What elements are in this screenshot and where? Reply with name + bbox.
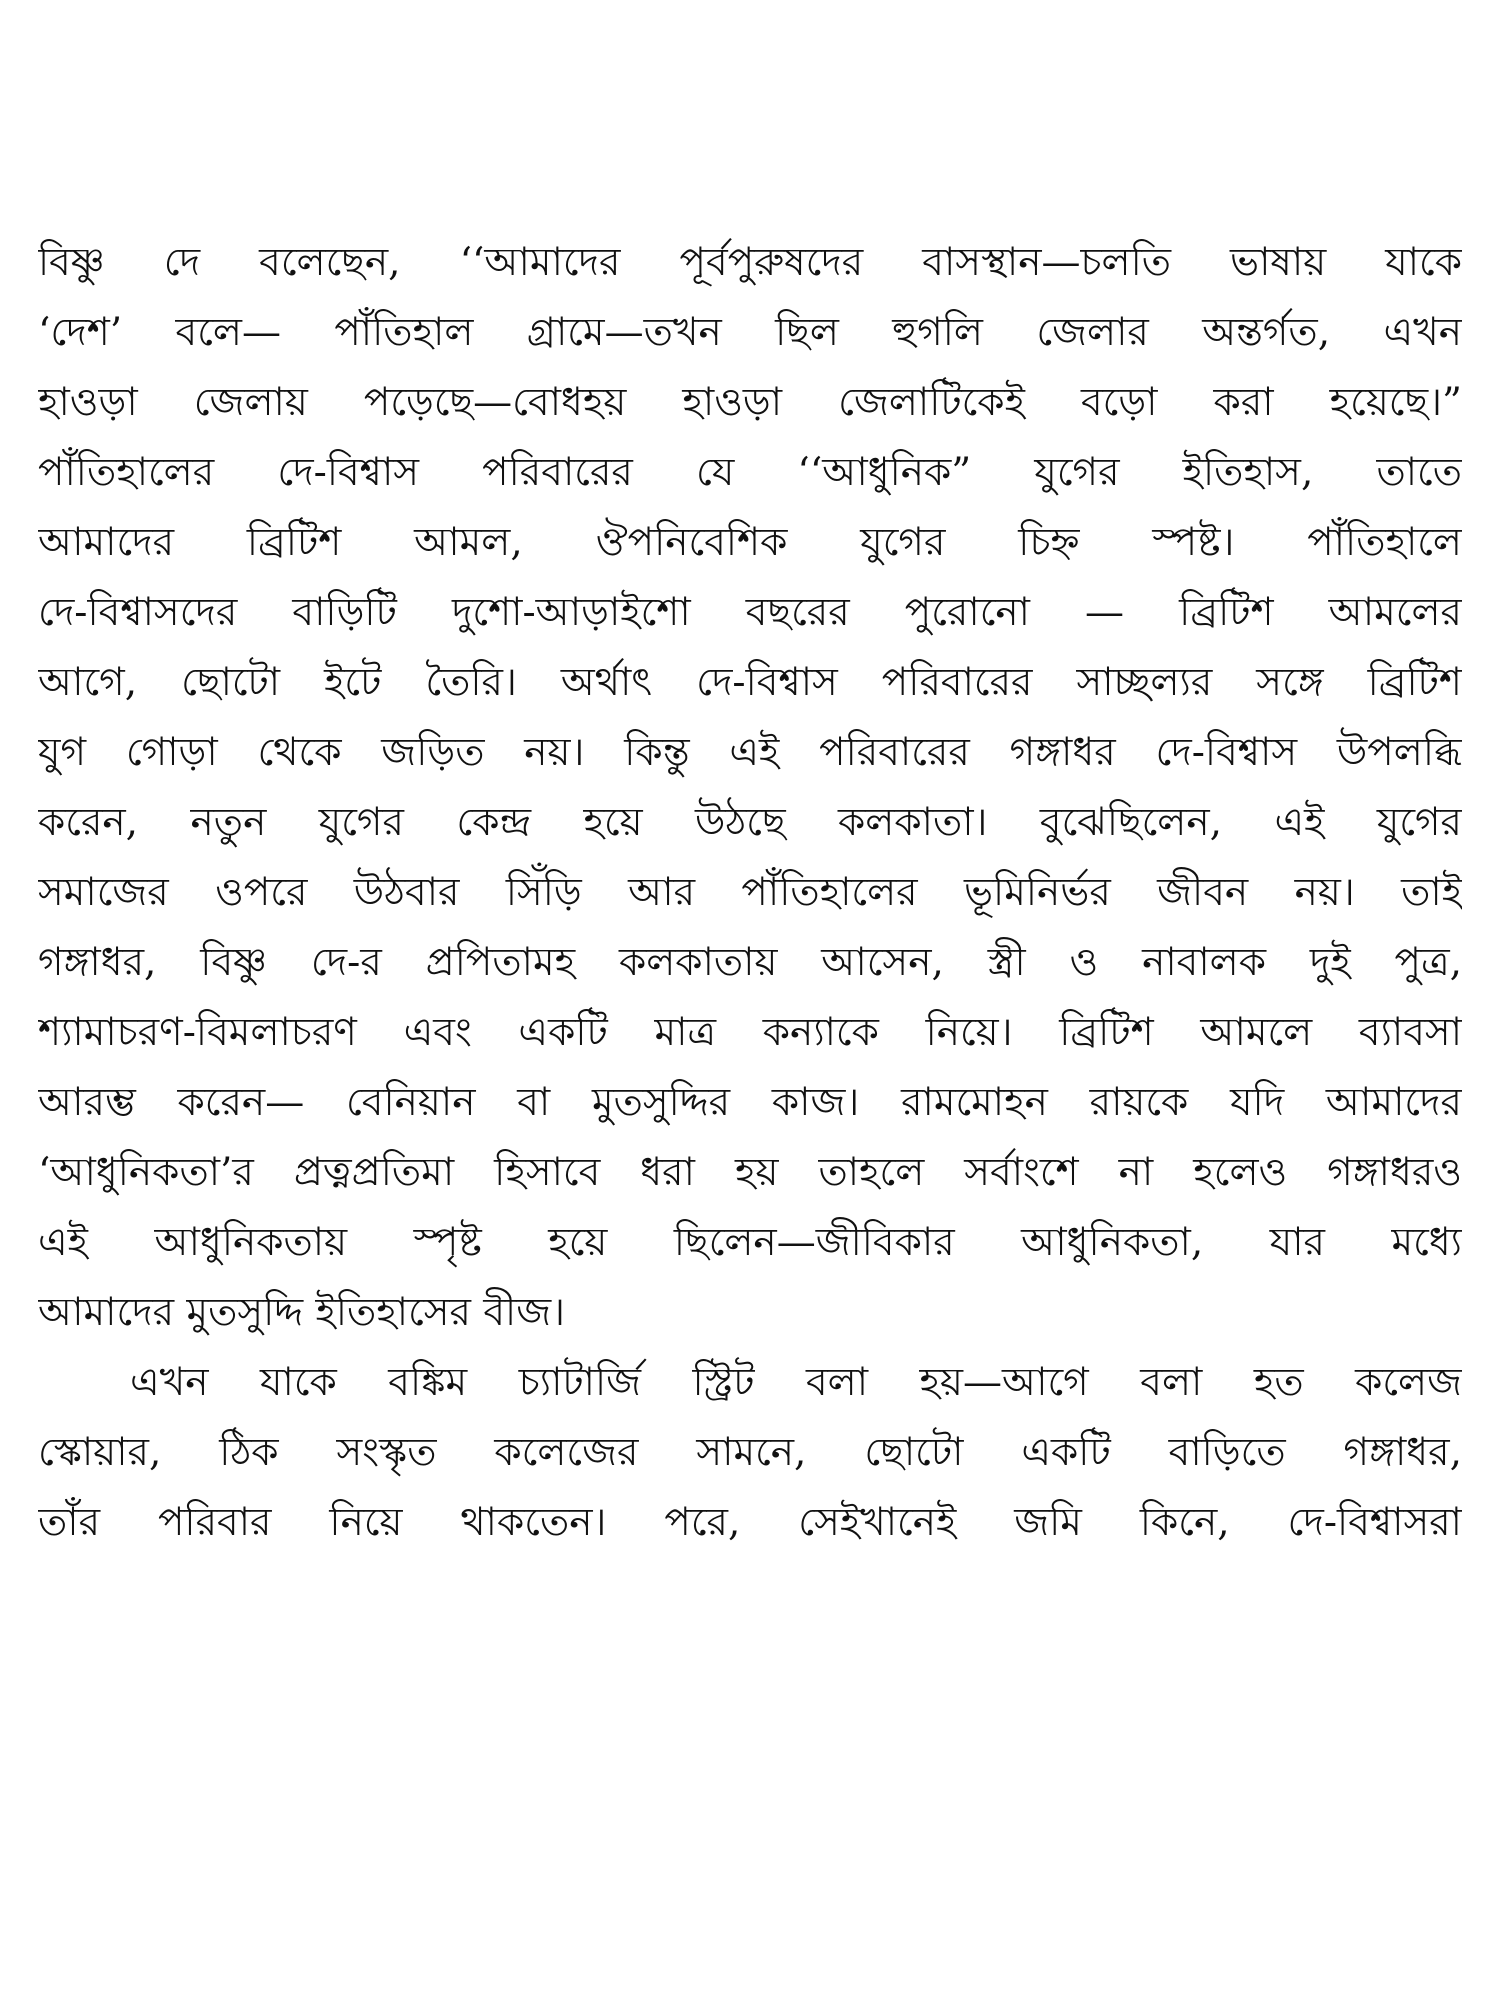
paragraph-last-line: আমাদের মুতসুদ্দি ইতিহাসের বীজ। [38,1290,566,1335]
text-line: করেন, নতুন যুগের কেন্দ্র হয়ে উঠছে কলকাতা। বুঝেছিলেন, এই যুগের [38,800,1462,845]
text-line: তাঁর পরিবার নিয়ে থাকতেন। পরে, সেইখানেই জমি কিনে, দে-বিশ্বাসরা [38,1500,1462,1545]
text-line: আগে, ছোটো ইটে তৈরি। অর্থাৎ দে-বিশ্বাস পরিবারের সাচ্ছল্যর সঙ্গে ব্রিটিশ [38,660,1462,705]
text-line: পাঁতিহালের দে-বিশ্বাস পরিবারের যে ‘‘আধুনিক” যুগের ইতিহাস, তাতে [38,450,1462,495]
text-line: এই আধুনিকতায় স্পৃষ্ট হয়ে ছিলেন—জীবিকার আধুনিকতা, যার মধ্যে [38,1220,1462,1265]
text-line: গঙ্গাধর, বিষ্ণু দে-র প্রপিতামহ কলকাতায় আসেন, স্ত্রী ও নাবালক দুই পুত্র, [38,940,1462,985]
text-line: যুগ গোড়া থেকে জড়িত নয়। কিন্তু এই পরিবারের গঙ্গাধর দে-বিশ্বাস উপলব্ধি [38,730,1462,775]
text-line: দে-বিশ্বাসদের বাড়িটি দুশো-আড়াইশো বছরের পুরোনো — ব্রিটিশ আমলের [38,590,1462,635]
text-line: বিষ্ণু দে বলেছেন, ‘‘আমাদের পূর্বপুরুষদের বাসস্থান—চলতি ভাষায় যাকে [38,240,1462,285]
text-line: শ্যামাচরণ-বিমলাচরণ এবং একটি মাত্র কন্যাকে নিয়ে। ব্রিটিশ আমলে ব্যাবসা [38,1010,1462,1055]
paragraph-first-line: এখন যাকে বঙ্কিম চ্যাটার্জি স্ট্রিট বলা হয়—আগে বলা হত কলেজ [130,1360,1462,1405]
text-line: স্কোয়ার, ঠিক সংস্কৃত কলেজের সামনে, ছোটো একটি বাড়িতে গঙ্গাধর, [38,1430,1462,1475]
text-line: আমাদের ব্রিটিশ আমল, ঔপনিবেশিক যুগের চিহ্ন স্পষ্ট। পাঁতিহালে [38,520,1462,565]
text-line: ‘দেশ’ বলে— পাঁতিহাল গ্রামে—তখন ছিল হুগলি জেলার অন্তর্গত, এখন [38,310,1462,355]
text-line: আরম্ভ করেন— বেনিয়ান বা মুতসুদ্দির কাজ। রামমোহন রায়কে যদি আমাদের [38,1080,1462,1125]
text-line: ‘আধুনিকতা’র প্রত্নপ্রতিমা হিসাবে ধরা হয় তাহলে সর্বাংশে না হলেও গঙ্গাধরও [38,1150,1462,1195]
body-text [38,228,1462,1558]
text-line: হাওড়া জেলায় পড়েছে—বোধহয় হাওড়া জেলাটিকেই বড়ো করা হয়েছে।” [38,380,1462,425]
text-line: সমাজের ওপরে উঠবার সিঁড়ি আর পাঁতিহালের ভূমিনির্ভর জীবন নয়। তাই [38,870,1462,915]
